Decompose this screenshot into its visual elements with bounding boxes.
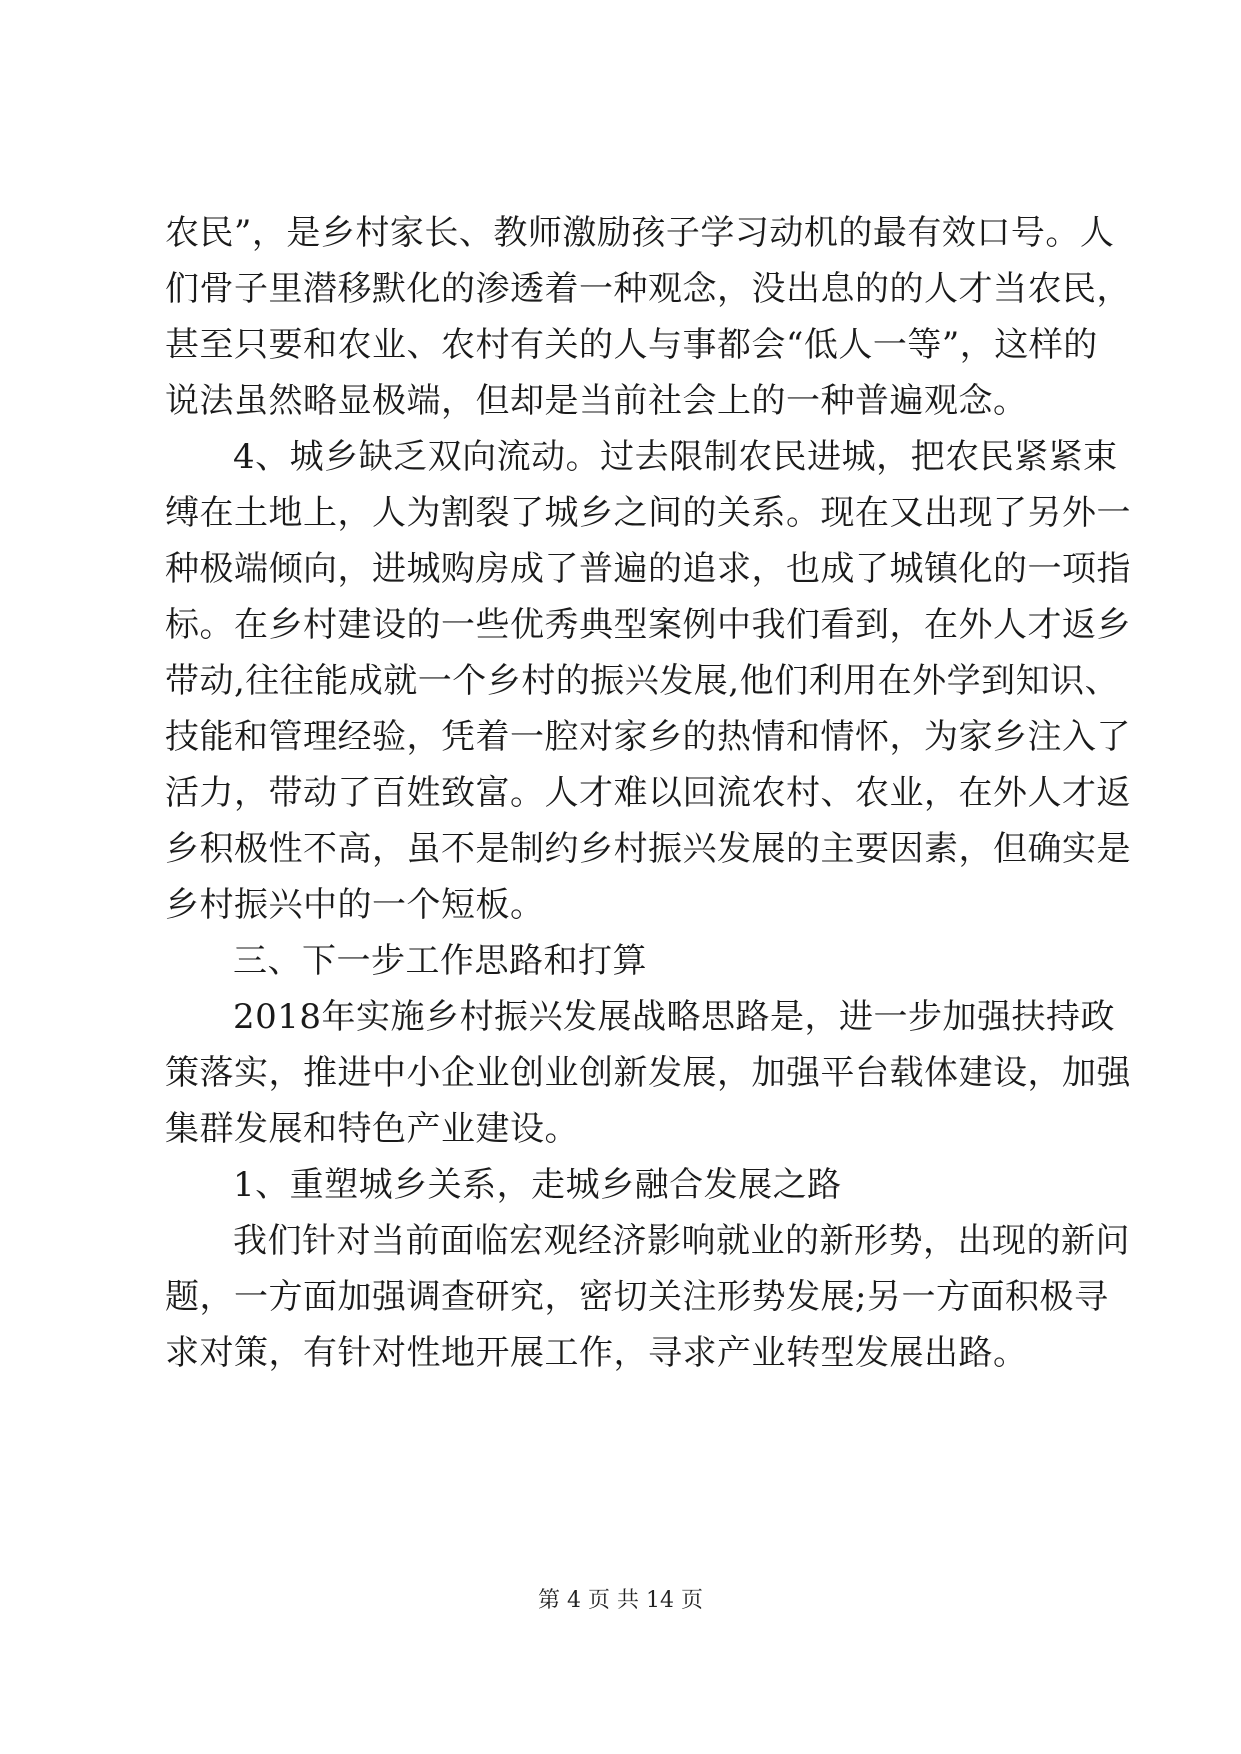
section-heading: 三、下一步工作思路和打算 [233,941,647,981]
body-text-line: 策落实，推进中小企业创业创新发展，加强平台载体建设，加强 [165,1053,1131,1093]
body-text-line: 题，一方面加强调查研究，密切关注形势发展;另一方面积极寻 [165,1277,1109,1317]
body-text-line: 们骨子里潜移默化的渗透着一种观念，没出息的的人才当农民， [165,269,1131,309]
body-text-line: 乡积极性不高，虽不是制约乡村振兴发展的主要因素，但确实是 [165,829,1131,869]
body-text-line: 种极端倾向，进城购房成了普遍的追求，也成了城镇化的一项指 [165,549,1131,589]
body-text-line: 甚至只要和农业、农村有关的人与事都会“低人一等”，这样的 [165,325,1098,365]
body-text-line: 乡村振兴中的一个短板。 [165,885,545,925]
body-text-line: 农民”，是乡村家长、教师激励孩子学习动机的最有效口号。人 [165,213,1115,253]
section-item-4-heading-line: 4、城乡缺乏双向流动。过去限制农民进城，把农民紧紧束 [233,437,1118,477]
body-text-line: 2018年实施乡村振兴发展战略思路是，进一步加强扶持政 [233,997,1116,1037]
page-footer: 第 4 页 共 14 页 [538,1588,703,1613]
body-text-line: 说法虽然略显极端，但却是当前社会上的一种普遍观念。 [165,381,1028,421]
body-text-line: 技能和管理经验，凭着一腔对家乡的热情和情怀，为家乡注入了 [165,717,1131,757]
body-text-line: 活力，带动了百姓致富。人才难以回流农村、农业，在外人才返 [165,773,1131,813]
body-text-line: 带动,往往能成就一个乡村的振兴发展,他们利用在外学到知识、 [165,661,1120,701]
body-text-line: 缚在土地上，人为割裂了城乡之间的关系。现在又出现了另外一 [165,493,1131,533]
body-text-line: 标。在乡村建设的一些优秀典型案例中我们看到，在外人才返乡 [165,605,1131,645]
body-text-line: 求对策，有针对性地开展工作，寻求产业转型发展出路。 [165,1333,1028,1373]
body-text-line: 集群发展和特色产业建设。 [165,1109,579,1149]
subsection-heading: 1、重塑城乡关系，走城乡融合发展之路 [233,1165,842,1205]
body-text-line: 我们针对当前面临宏观经济影响就业的新形势，出现的新问 [233,1221,1130,1261]
